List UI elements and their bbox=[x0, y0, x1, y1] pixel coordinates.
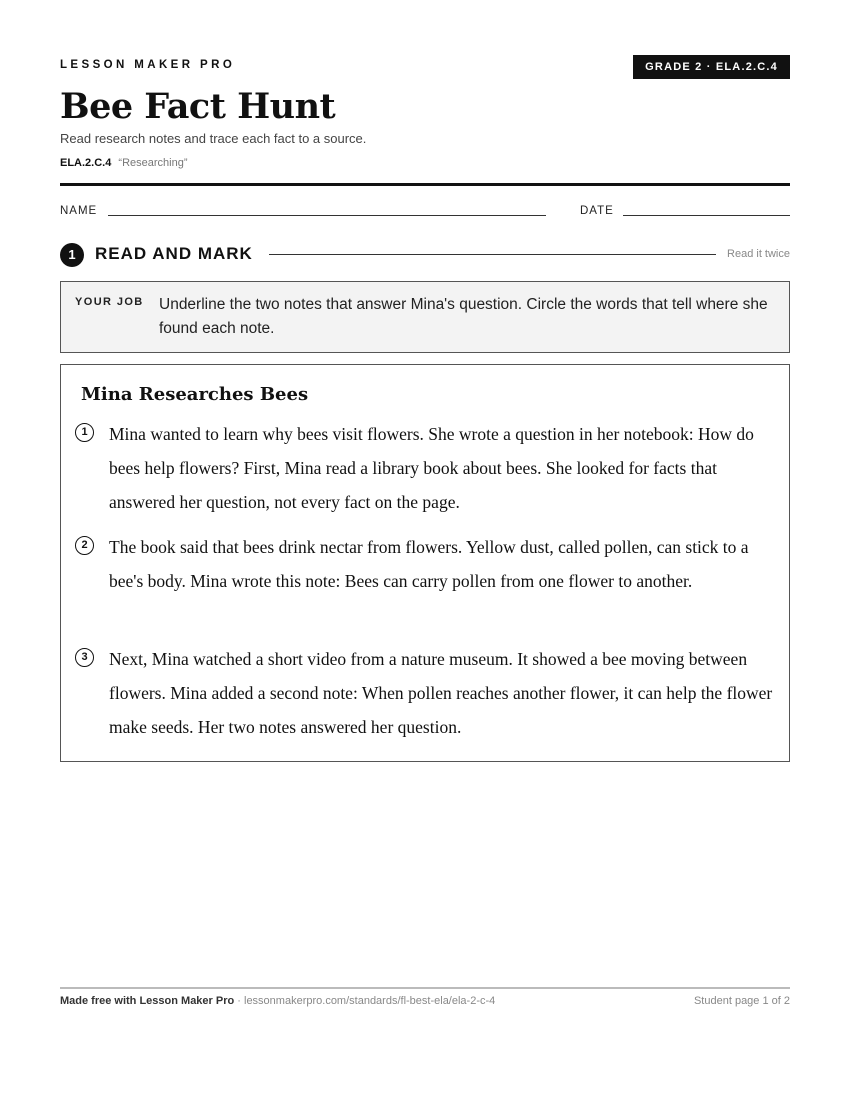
standard-line bbox=[60, 157, 188, 169]
paragraph-number-1: 1 bbox=[75, 423, 94, 442]
your-job-label: YOUR JOB bbox=[75, 296, 144, 308]
paragraph-text-1: Mina wanted to learn why bees visit flowers. She wrote a question in her notebook: How do bees help flowers? First, Mina read a library book about bees. She looked for facts that answered her question, not every fact on the page. bbox=[109, 424, 754, 512]
standard-name: “Researching” bbox=[118, 157, 188, 169]
footer-made-with: Made free with Lesson Maker Pro bbox=[60, 995, 235, 1007]
section-hint: Read it twice bbox=[727, 248, 790, 260]
paragraph-text-2: The book said that bees drink nectar from flowers. Yellow dust, called pollen, can stick to a bee's body. Mina wrote this note: Bees can carry pollen from one flower to another. bbox=[109, 537, 749, 591]
brand-name: LESSON MAKER PRO bbox=[60, 59, 236, 71]
section-number-badge: 1 bbox=[60, 243, 84, 267]
section-title: READ AND MARK bbox=[95, 244, 253, 263]
story-title: Mina Researches Bees bbox=[81, 384, 309, 405]
standard-code: ELA.2.C.4 bbox=[60, 157, 112, 169]
paragraph-text-3: Next, Mina watched a short video from a nature museum. It showed a bee moving between flowers. Mina added a second note: When pollen reaches another flower, it can help the flower make seeds. Her two notes answered her question. bbox=[109, 649, 773, 737]
footer-credit bbox=[60, 995, 495, 1007]
page-title: Bee Fact Hunt bbox=[60, 86, 336, 127]
grade-badge: GRADE 2 · ELA.2.C.4 bbox=[633, 55, 790, 79]
paragraph-number-2: 2 bbox=[75, 536, 94, 555]
name-write-line[interactable] bbox=[108, 215, 546, 216]
your-job-text: Underline the two notes that answer Mina's question. Circle the words that tell where she found each note. bbox=[159, 296, 768, 337]
footer-page-info: Student page 1 of 2 bbox=[693, 995, 790, 1007]
date-write-line[interactable] bbox=[623, 215, 790, 216]
story-box bbox=[60, 364, 790, 762]
section-divider bbox=[269, 254, 716, 255]
footer-divider bbox=[60, 987, 790, 989]
header-divider bbox=[60, 183, 790, 186]
your-job-box bbox=[60, 281, 790, 353]
worksheet-page bbox=[60, 0, 790, 1100]
footer-url[interactable]: · lessonmakerpro.com/standards/fl-best-ela/ela-2-c-4 bbox=[237, 995, 496, 1007]
name-label: NAME bbox=[60, 205, 98, 217]
page-subtitle: Read research notes and trace each fact to a source. bbox=[60, 131, 367, 146]
paragraph-number-3: 3 bbox=[75, 648, 94, 667]
date-label: DATE bbox=[580, 205, 614, 217]
